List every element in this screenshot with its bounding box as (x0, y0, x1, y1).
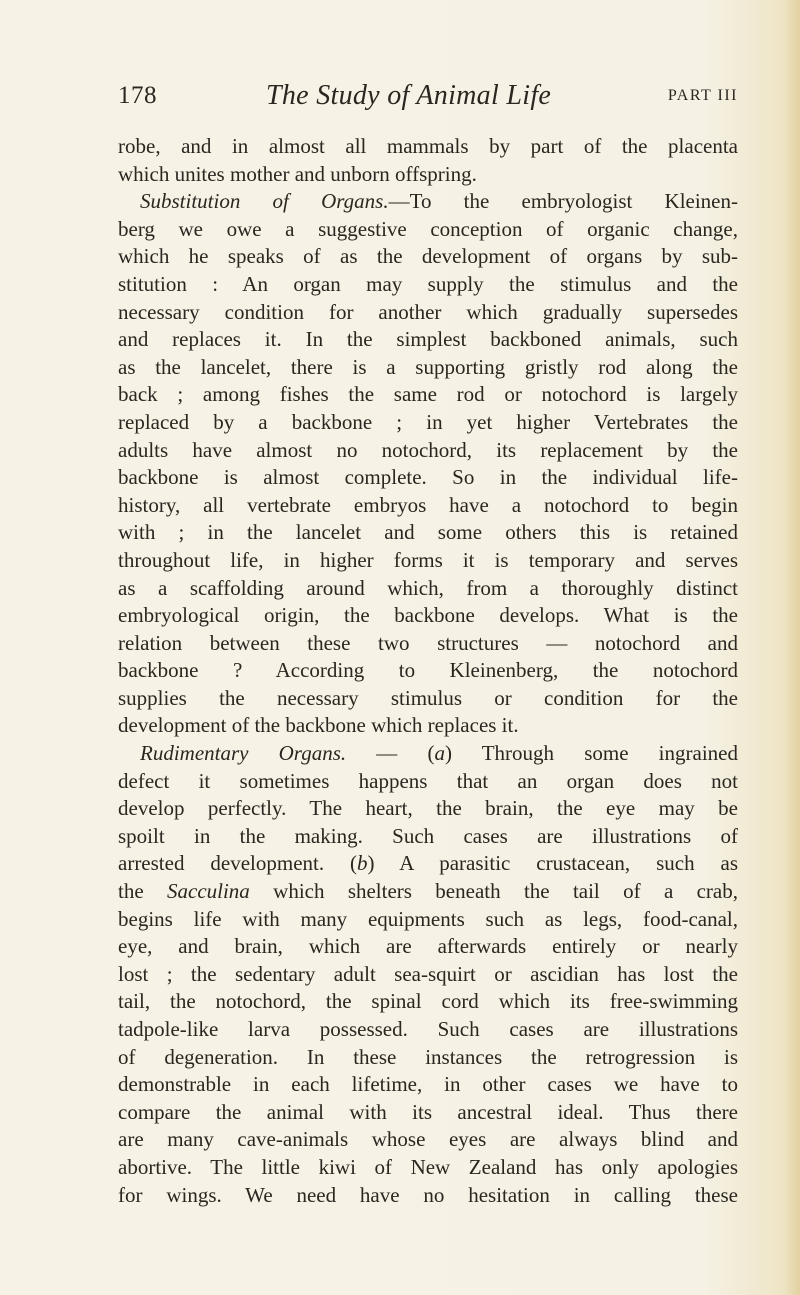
text-line: develop perfectly. The heart, the brain, the eye may be (118, 796, 738, 821)
text-line: necessary condition for another which gradually supersedes (118, 299, 738, 324)
text-line: with ; in the lancelet and some others this is retained (118, 520, 738, 545)
text-line: as a scaffolding around which, from a thoroughly distinct (118, 575, 738, 600)
text-line: spoilt in the making. Such cases are illustrations of (118, 823, 738, 848)
text-line: backbone ? According to Kleinenberg, the notochord (118, 658, 738, 683)
text-line: are many cave-animals whose eyes are always blind and (118, 1127, 738, 1152)
text-line: demonstrable in each lifetime, in other cases we have to (118, 1072, 738, 1097)
text-line: arrested development. (b) A parasitic crustacean, such as (118, 851, 738, 876)
text-line: eye, and brain, which are afterwards entirely or nearly (118, 934, 738, 959)
species-name: Sacculina (167, 879, 250, 904)
text-line: stitution : An organ may supply the stimulus and the (118, 271, 738, 296)
text-line: supplies the necessary stimulus or condition for the (118, 685, 738, 710)
text-line: robe, and in almost all mammals by part of the placenta (118, 134, 738, 158)
page-header (118, 80, 738, 120)
text-line: berg we owe a suggestive conception of organic change, (118, 216, 738, 241)
text-line: the Sacculina which shelters beneath the tail of a crab, (118, 879, 738, 904)
text-line: throughout life, in higher forms it is temporary and serves (118, 547, 738, 572)
text-line: of degeneration. In these instances the retrogression is (118, 1044, 738, 1069)
text-line: compare the animal with its ancestral ideal. Thus there (118, 1099, 738, 1124)
text-line: Substitution of Organs.—To the embryologist Kleinen- (140, 189, 738, 214)
text-line: replaced by a backbone ; in yet higher Vertebrates the (118, 409, 738, 434)
text-line: tail, the notochord, the spinal cord which its free-swimming (118, 989, 738, 1014)
text-line: defect it sometimes happens that an organ does not (118, 768, 738, 793)
text-line: abortive. The little kiwi of New Zealand has only apologies (118, 1154, 738, 1179)
section-heading-rudimentary: Rudimentary Organs. (140, 741, 347, 766)
text-line: lost ; the sedentary adult sea-squirt or ascidian has lost the (118, 961, 738, 986)
text-line: back ; among fishes the same rod or notochord is largely (118, 382, 738, 407)
running-title: The Study of Animal Life (266, 80, 552, 111)
text-line: history, all vertebrate embryos have a notochord to begin (118, 492, 738, 517)
text-line: development of the backbone which replaces it. (118, 713, 519, 738)
text-line: which he speaks of as the development of organs by sub- (118, 244, 738, 269)
page-edge-shading (786, 0, 800, 1295)
text-line: begins life with many equipments such as legs, food-canal, (118, 906, 738, 931)
body-text (118, 133, 738, 1209)
text-line: Rudimentary Organs. — (a) Through some ingrained (140, 741, 738, 766)
text-line: embryological origin, the backbone develops. What is the (118, 603, 738, 628)
text-line: adults have almost no notochord, its replacement by the (118, 437, 738, 462)
text-line: tadpole-like larva possessed. Such cases are illustrations (118, 1017, 738, 1041)
page-number: 178 (118, 82, 157, 109)
text-line: which unites mother and unborn offspring. (118, 161, 477, 186)
text-line: as the lancelet, there is a supporting gristly rod along the (118, 354, 738, 379)
text-line: backbone is almost complete. So in the individual life- (118, 465, 738, 490)
text-line: for wings. We need have no hesitation in calling these (118, 1182, 738, 1207)
section-heading-substitution: Substitution of Organs. (140, 189, 389, 214)
part-label: PART III (667, 87, 738, 104)
text-line: and replaces it. In the simplest backboned animals, such (118, 327, 738, 352)
text-line: relation between these two structures — notochord and (118, 630, 738, 655)
